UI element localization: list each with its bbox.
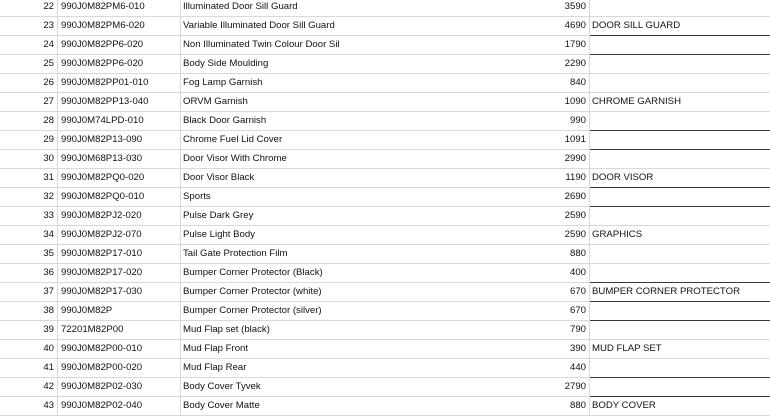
table-row: [0, 359, 770, 378]
table-row: [0, 207, 770, 226]
price-cell[interactable]: 790: [569, 324, 586, 335]
price-cell[interactable]: 880: [569, 400, 586, 411]
price-cell[interactable]: 1090: [564, 96, 586, 107]
part-code-cell[interactable]: 990J0M82P13-090: [61, 134, 143, 145]
description-cell[interactable]: Bumper Corner Protector (white): [183, 286, 322, 297]
category-cell[interactable]: CHROME GARNISH: [592, 96, 682, 107]
price-cell[interactable]: 2290: [564, 58, 586, 69]
price-cell[interactable]: 670: [569, 305, 586, 316]
row-number[interactable]: 29: [43, 134, 54, 145]
price-cell[interactable]: 400: [569, 267, 586, 278]
group-separator-line: [590, 35, 770, 36]
group-separator-line: [590, 206, 770, 207]
category-cell[interactable]: [592, 150, 770, 168]
category-cell[interactable]: BUMPER CORNER PROTECTOR: [592, 286, 741, 297]
description-cell[interactable]: Door Visor Black: [183, 172, 255, 183]
price-cell[interactable]: 4690: [564, 20, 586, 31]
table-row: [0, 55, 770, 74]
description-cell[interactable]: Body Side Moulding: [183, 58, 269, 69]
group-separator-line: [590, 377, 770, 378]
category-cell[interactable]: [592, 264, 770, 282]
description-cell[interactable]: Illuminated Door Sill Guard: [183, 1, 298, 12]
part-code-cell[interactable]: 990J0M82P00-010: [61, 343, 143, 354]
price-cell[interactable]: 1091: [564, 134, 586, 145]
table-row: [0, 378, 770, 397]
category-cell[interactable]: MUD FLAP SET: [592, 343, 662, 354]
part-code-cell[interactable]: 72201M82P00: [61, 324, 124, 335]
price-cell[interactable]: 3590: [564, 1, 586, 12]
part-code-cell[interactable]: 990J0M82PP01-010: [61, 77, 149, 88]
table-row: [0, 188, 770, 207]
part-code-cell[interactable]: 990J0M82P02-030: [61, 381, 143, 392]
part-code-cell[interactable]: 990J0M82P17-030: [61, 286, 143, 297]
table-row: [0, 264, 770, 283]
row-number[interactable]: 25: [43, 58, 54, 69]
description-cell[interactable]: Pulse Dark Grey: [183, 210, 254, 221]
description-cell[interactable]: Variable Illuminated Door Sill Guard: [183, 20, 335, 31]
table-row: [0, 340, 770, 359]
category-cell[interactable]: [592, 359, 770, 377]
part-code-cell[interactable]: 990J0M82PJ2-070: [61, 229, 142, 240]
category-cell[interactable]: [592, 321, 770, 339]
group-separator-line: [590, 282, 770, 283]
row-number[interactable]: 34: [43, 229, 54, 240]
description-cell[interactable]: Body Cover Matte: [183, 400, 260, 411]
row-number[interactable]: 24: [43, 39, 54, 50]
row-number[interactable]: 22: [43, 1, 54, 12]
row-number[interactable]: 33: [43, 210, 54, 221]
price-cell[interactable]: 390: [569, 343, 586, 354]
description-cell[interactable]: Mud Flap Front: [183, 343, 249, 354]
category-cell[interactable]: [592, 188, 770, 206]
table-row: [0, 17, 770, 36]
category-cell[interactable]: [592, 245, 770, 263]
row-number[interactable]: 31: [43, 172, 54, 183]
part-code-cell[interactable]: 990J0M82PP6-020: [61, 39, 144, 50]
category-cell[interactable]: [592, 74, 770, 92]
price-cell[interactable]: 2990: [564, 153, 586, 164]
description-cell[interactable]: Sports: [183, 191, 211, 202]
row-number[interactable]: 41: [43, 362, 54, 373]
row-number[interactable]: 27: [43, 96, 54, 107]
description-cell[interactable]: Chrome Fuel Lid Cover: [183, 134, 283, 145]
group-separator-line: [590, 187, 770, 188]
row-number[interactable]: 35: [43, 248, 54, 259]
group-separator-line: [590, 130, 770, 131]
category-cell[interactable]: GRAPHICS: [592, 229, 643, 240]
row-number[interactable]: 38: [43, 305, 54, 316]
category-cell[interactable]: [592, 302, 770, 320]
row-number[interactable]: 42: [43, 381, 54, 392]
row-number[interactable]: 37: [43, 286, 54, 297]
category-cell[interactable]: [592, 207, 770, 225]
row-number[interactable]: 23: [43, 20, 54, 31]
price-cell[interactable]: 1190: [565, 172, 586, 183]
table-row: [0, 131, 770, 150]
group-separator-line: [590, 396, 770, 397]
row-number[interactable]: 28: [43, 115, 54, 126]
category-cell[interactable]: [592, 112, 770, 130]
row-number[interactable]: 36: [43, 267, 54, 278]
table-row: [0, 74, 770, 93]
description-cell[interactable]: Body Cover Tyvek: [183, 381, 261, 392]
part-code-cell[interactable]: 990J0M82PP6-020: [61, 58, 144, 69]
table-row: [0, 226, 770, 245]
table-row: [0, 245, 770, 264]
price-cell[interactable]: 880: [569, 248, 586, 259]
price-cell[interactable]: 2790: [564, 381, 586, 392]
table-row: [0, 36, 770, 55]
price-cell[interactable]: 990: [569, 115, 586, 126]
price-cell[interactable]: 440: [569, 362, 586, 373]
description-cell[interactable]: Fog Lamp Garnish: [183, 77, 263, 88]
group-separator-line: [590, 301, 770, 302]
part-code-cell[interactable]: 990J0M82PQ0-010: [61, 191, 145, 202]
table-row: [0, 150, 770, 169]
category-cell[interactable]: BODY COVER: [592, 400, 656, 411]
table-row: [0, 112, 770, 131]
price-cell[interactable]: 670: [569, 286, 586, 297]
row-number[interactable]: 30: [43, 153, 54, 164]
part-code-cell[interactable]: 990J0M74LPD-010: [61, 115, 144, 126]
row-number[interactable]: 26: [43, 77, 54, 88]
part-code-cell[interactable]: 990J0M82PM6-010: [61, 1, 145, 12]
description-cell[interactable]: Bumper Corner Protector (silver): [183, 305, 322, 316]
row-number[interactable]: 32: [43, 191, 54, 202]
row-number[interactable]: 39: [43, 324, 54, 335]
category-cell[interactable]: DOOR SILL GUARD: [592, 20, 681, 31]
description-cell[interactable]: Door Visor With Chrome: [183, 153, 287, 164]
table-row: [0, 397, 770, 416]
group-separator-line: [590, 320, 770, 321]
price-cell[interactable]: 840: [569, 77, 586, 88]
part-code-cell[interactable]: 990J0M82PP13-040: [61, 96, 149, 107]
part-code-cell[interactable]: 990J0M82PJ2-020: [61, 210, 142, 221]
part-code-cell[interactable]: 990J0M82PQ0-020: [61, 172, 145, 183]
part-code-cell[interactable]: 990J0M82PM6-020: [61, 20, 145, 31]
table-row: [0, 321, 770, 340]
price-cell[interactable]: 1790: [564, 39, 586, 50]
part-code-cell[interactable]: 990J0M82P: [61, 305, 113, 316]
description-cell[interactable]: Mud Flap set (black): [183, 324, 270, 335]
description-cell[interactable]: ORVM Garnish: [183, 96, 248, 107]
description-cell[interactable]: Mud Flap Rear: [183, 362, 247, 373]
group-separator-line: [590, 149, 770, 150]
table-row: [0, 283, 770, 302]
part-code-cell[interactable]: 990J0M82P00-020: [61, 362, 143, 373]
category-cell[interactable]: [592, 36, 770, 54]
group-separator-line: [590, 54, 770, 55]
category-cell[interactable]: [592, 378, 770, 396]
table-row: [0, 169, 770, 188]
category-cell[interactable]: DOOR VISOR: [592, 172, 654, 183]
row-number[interactable]: 40: [43, 343, 54, 354]
description-cell[interactable]: Tail Gate Protection Film: [183, 248, 288, 259]
row-number[interactable]: 43: [43, 400, 54, 411]
table-row: [0, 93, 770, 112]
part-code-cell[interactable]: 990J0M82P17-010: [61, 248, 143, 259]
description-cell[interactable]: Black Door Garnish: [183, 115, 267, 126]
price-cell[interactable]: 2690: [564, 191, 586, 202]
description-cell[interactable]: Bumper Corner Protector (Black): [183, 267, 323, 278]
category-cell[interactable]: [592, 131, 770, 149]
part-code-cell[interactable]: 990J0M82P17-020: [61, 267, 143, 278]
description-cell[interactable]: Non Illuminated Twin Colour Door Sil: [183, 39, 340, 50]
table-row: [0, 0, 770, 17]
price-cell[interactable]: 2590: [564, 229, 586, 240]
description-cell[interactable]: Pulse Light Body: [183, 229, 255, 240]
part-code-cell[interactable]: 990J0M82P02-040: [61, 400, 143, 411]
category-cell[interactable]: [592, 55, 770, 73]
part-code-cell[interactable]: 990J0M68P13-030: [61, 153, 143, 164]
price-cell[interactable]: 2590: [564, 210, 586, 221]
category-cell[interactable]: [592, 0, 770, 16]
table-row: [0, 302, 770, 321]
